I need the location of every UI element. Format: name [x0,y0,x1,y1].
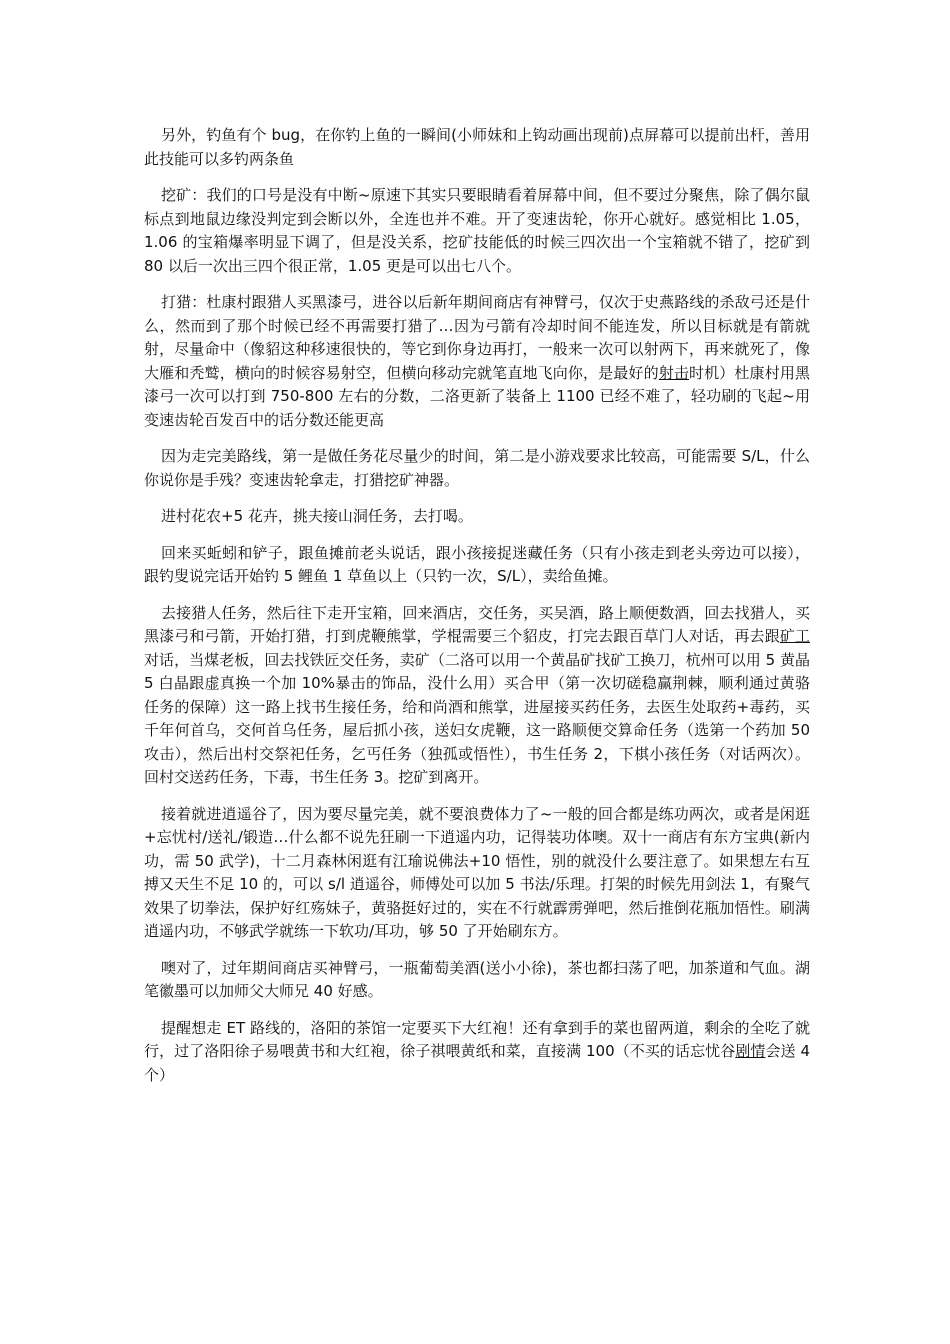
paragraph-fishing-tasks [144,542,810,589]
paragraph-perfect-route [144,445,810,492]
paragraph-mining [144,184,810,278]
text-run: 因为走完美路线，第一是做任务花尽量少的时间，第二是小游戏要求比较高，可能需要 S/L，什么你说你是手残？变速齿轮拿走，打猎挖矿神器。 [144,447,810,489]
text-run: 接着就进逍遥谷了，因为要尽量完美，就不要浪费体力了~一般的回合都是练功两次，或者是闲逛+忘忧村/送礼/锻造…什么都不说先狂刷一下逍遥内功，记得装功体噢。双十一商店有东方宝典(新内功，需 50 武学)，十二月森林闲逛有江瑜说佛法+10 悟性，别的就没什么要注意了。如果想左右互搏又天生不足 10 的，可以 s/l 逍遥谷，师傅处可以加 5 书法/乐理。打架的时候先用剑法 1，有聚气效果了切拳法，保护好红殇妹子，黄骆挺好过的，实在不行就霹雳弹吧，然后推倒花瓶加悟性。刷满逍遥内功，不够武学就练一下软功/耳功，够 50 了开始刷东方。 [144,804,810,940]
paragraph-et-route-tip [144,1017,810,1088]
text-run: 去接猎人任务，然后往下走开宝箱，回来酒店，交任务，买吴酒，路上顺便数酒，回去找猎人，买黑漆弓和弓箭，开始打猎，打到虎鞭熊掌，学棍需要三个貂皮，打完去跟百草门人对话，再去跟 [144,603,810,645]
underlined-term: 矿工 [779,627,810,645]
text-run: 另外，钓鱼有个 bug，在你钓上鱼的一瞬间(小师妹和上钩动画出现前)点屏幕可以提前出杆，善用此技能可以多钓两条鱼 [144,126,810,168]
document-body [144,124,810,1100]
underlined-term: 射击 [658,363,689,382]
text-run: 提醒想走 ET 路线的，洛阳的茶馆一定要买下大红袍！还有拿到手的菜也留两道，剩余的全吃了就行，过了洛阳徐子易喂黄书和大红袍，徐子祺喂黄纸和菜，直接满 100（不买的话忘忧谷 [144,1018,810,1060]
paragraph-hunter-tasks [144,602,810,790]
text-run: 会送 4 个） [144,1042,811,1084]
paragraph-xiaoyao-valley [144,803,810,944]
paragraph-new-year-shop [144,957,810,1004]
text-run: 打猎：杜康村跟猎人买黑漆弓，进谷以后新年期间商店有神臂弓，仅次于史燕路线的杀敌弓还是什么，然而到了那个时候已经不再需要打猎了…因为弓箭有冷却时间不能连发，所以目标就是有箭就射，尽量命中（像貂这种移速很快的，等它到你身边再打，一般来一次可以射两下，再来就死了，像大雁和秃鹫，横向的时候容易射空，但横向移动完就笔直地飞向你，是最好的 [144,293,810,382]
paragraph-hunting [144,291,810,432]
paragraph-fishing-bug [144,124,810,171]
text-run: 对话，当煤老板，回去找铁匠交任务，卖矿（二洛可以用一个黄晶矿找矿工换刀，杭州可以用 5 黄晶 5 白晶跟虚真换一个加 10%暴击的饰品，没什么用）买合甲（第一次切磋稳赢荆棘，顺利通过黄骆任务的保障）这一路上找书生接任务，给和尚酒和熊掌，进屋接买药任务，去医生处取药+毒药，买千年何首乌，交何首乌任务，屋后抓小孩，送妇女虎鞭，这一路顺便交算命任务（选第一个药加 50 攻击），然后出村交祭祀任务，乞丐任务（独孤或悟性），书生任务 2，下棋小孩任务（对话两次）。回村交送药任务，下毒，书生任务 3。挖矿到离开。 [144,650,810,786]
text-run: 回来买蚯蚓和铲子，跟鱼摊前老头说话，跟小孩接捉迷藏任务（只有小孩走到老头旁边可以接），跟钓叟说完话开始钓 5 鲤鱼 1 草鱼以上（只钓一次，S/L），卖给鱼摊。 [144,543,810,585]
text-run: 时机）杜康村用黑漆弓一次可以打到 750-800 左右的分数，二洛更新了装备上 1100 已经不难了，轻功刷的飞起~用变速齿轮百发百中的话分数还能更高 [144,363,810,429]
underlined-term: 剧情 [735,1042,766,1060]
text-run: 噢对了，过年期间商店买神臂弓，一瓶葡萄美酒(送小小徐)，茶也都扫荡了吧，加茶道和气血。湖笔徽墨可以加师父大师兄 40 好感。 [144,958,810,1000]
paragraph-enter-village [144,505,810,529]
text-run: 挖矿：我们的口号是没有中断~原速下其实只要眼睛看着屏幕中间，但不要过分聚焦，除了偶尔鼠标点到地鼠边缘没判定到会断以外，全连也并不难。开了变速齿轮，你开心就好。感觉相比 1.05，1.06 的宝箱爆率明显下调了，但是没关系，挖矿技能低的时候三四次出一个宝箱就不错了，挖矿到 80 以后一次出三四个很正常，1.05 更是可以出七八个。 [144,186,810,275]
text-run: 进村花农+5 花卉，挑夫接山洞任务，去打喝。 [161,507,473,525]
